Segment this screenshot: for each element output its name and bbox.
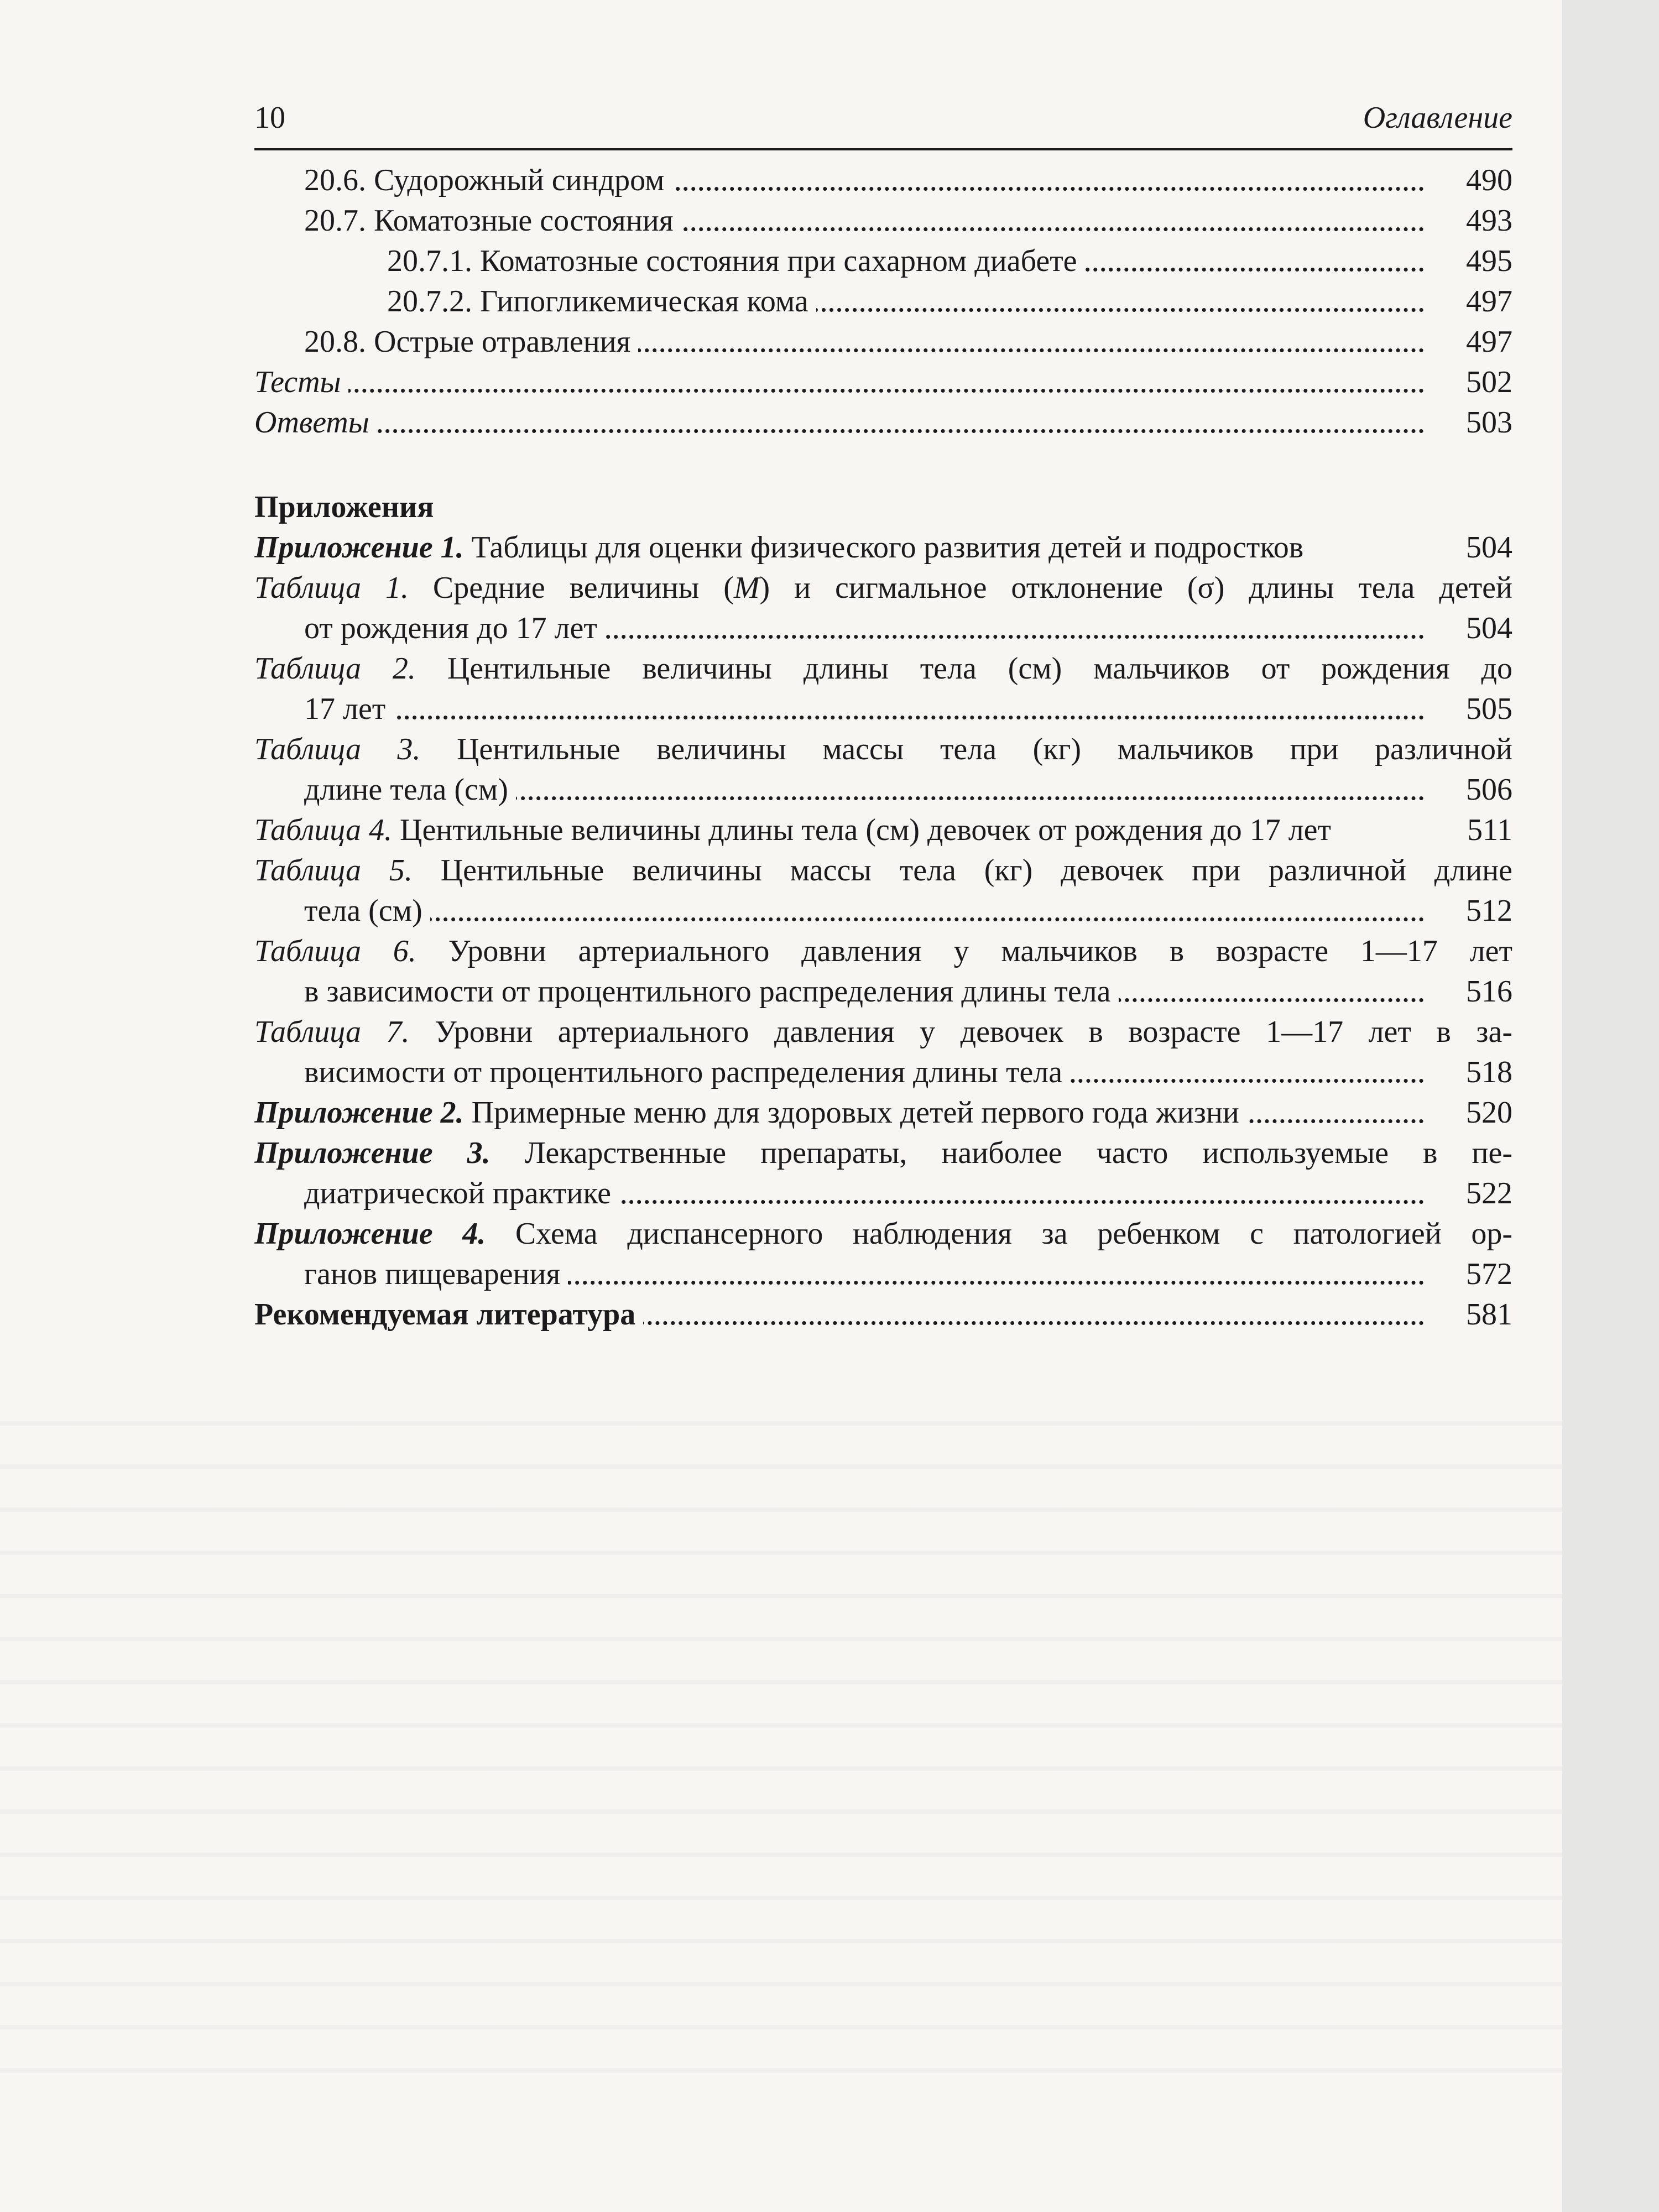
toc-entry-title: Рекомендуемая литература: [254, 1297, 643, 1332]
toc-entry-answers[interactable]: [254, 403, 1512, 443]
toc-entry-table-4[interactable]: [254, 810, 1512, 851]
table-title-part: Средние величины (: [432, 571, 734, 605]
toc-entry-page: 504: [1466, 530, 1512, 565]
dot-leader: [254, 389, 1424, 393]
appendix-label: Приложение 3.: [254, 1136, 491, 1170]
appendix-title: Схема диспансерного наблюдения за ребенком с патологией ор-: [515, 1217, 1512, 1251]
toc-entry-page: 511: [1467, 813, 1512, 847]
appendix-title-continued: ганов пищеварения: [304, 1257, 568, 1291]
appendix-label: Приложение 2.: [254, 1095, 464, 1130]
toc-entry-page: 503: [1466, 405, 1512, 440]
table-title-part: Уровни артериального давления у девочек в возрасте 1—17 лет в за-: [435, 1015, 1512, 1049]
toc-entry[interactable]: [254, 281, 1512, 322]
toc-entry[interactable]: [254, 160, 1512, 201]
table-label: Таблица 5.: [254, 853, 413, 888]
toc-entry-table-2[interactable]: [254, 649, 1512, 729]
table-label: Таблица 3.: [254, 732, 421, 766]
toc-entry-page: 497: [1466, 284, 1512, 319]
toc-entry-appendix-3[interactable]: [254, 1133, 1512, 1214]
table-title-part: Центильные величины массы тела (кг) мальчиков при различной: [456, 732, 1512, 766]
toc-entry-title: 20.8. Острые отравления: [304, 325, 638, 359]
toc-entry-appendix-1[interactable]: [254, 528, 1512, 568]
appendix-title: Примерные меню для здоровых детей первого года жизни: [471, 1095, 1239, 1130]
toc-entry-page: 497: [1466, 325, 1512, 359]
toc-entry-page: 581: [1466, 1297, 1512, 1332]
toc-entry-appendix-2[interactable]: [254, 1093, 1512, 1133]
running-head: [254, 93, 1512, 143]
toc-entry-page: 506: [1466, 773, 1512, 807]
toc-entry-page: 518: [1466, 1055, 1512, 1089]
table-title-continued: длине тела (см): [304, 773, 516, 807]
table-label: Таблица 4.: [254, 813, 392, 847]
appendix-title: Лекарственные препараты, наиболее часто используемые в пе-: [524, 1136, 1512, 1170]
table-title-continued: тела (см): [304, 894, 430, 928]
toc-entry-literature[interactable]: [254, 1295, 1512, 1335]
table-label: Таблица 1.: [254, 571, 409, 605]
toc-entry-title: Ответы: [254, 405, 377, 440]
toc-entry-page: 493: [1466, 204, 1512, 238]
toc-entry-table-6[interactable]: [254, 931, 1512, 1012]
table-label: Таблица 2.: [254, 651, 416, 686]
toc-entry-page: 516: [1466, 974, 1512, 1009]
table-title-part: Центильные величины массы тела (кг) девочек при различной длине: [440, 853, 1512, 888]
appendices-heading: Приложения: [254, 490, 434, 524]
toc-entry[interactable]: [254, 201, 1512, 241]
toc-entry-page: 520: [1466, 1095, 1512, 1130]
toc-entry-table-5[interactable]: [254, 851, 1512, 931]
table-title-continued: висимости от процентильного распределения длины тела: [304, 1055, 1070, 1089]
spacer: [254, 443, 1512, 487]
appendix-label: Приложение 4.: [254, 1217, 486, 1251]
table-of-contents: [254, 160, 1512, 1335]
toc-entry-tests[interactable]: [254, 362, 1512, 403]
table-title-continued: от рождения до 17 лет: [304, 611, 605, 645]
toc-entry-page: 572: [1466, 1257, 1512, 1291]
toc-entry-title: 20.7.1. Коматозные состояния при сахарном диабете: [387, 244, 1085, 278]
header-rule: [254, 148, 1512, 150]
toc-entry-title: 20.7. Коматозные состояния: [304, 204, 681, 238]
toc-entry-table-3[interactable]: [254, 729, 1512, 810]
appendix-title: Таблицы для оценки физического развития детей и подростков: [471, 530, 1304, 565]
toc-entry-appendix-4[interactable]: [254, 1214, 1512, 1295]
toc-entry-table-1[interactable]: [254, 568, 1512, 649]
toc-entry-page: 502: [1466, 365, 1512, 399]
section-name: Оглавление: [1363, 101, 1512, 135]
toc-entry-title: 20.7.2. Гипогликемическая кома: [387, 284, 816, 319]
dot-leader: [304, 917, 1424, 921]
table-title-symbol: M: [733, 571, 760, 605]
page-edge: [1562, 0, 1659, 2212]
toc-entry-page: 504: [1466, 611, 1512, 645]
table-label: Таблица 7.: [254, 1015, 410, 1049]
toc-entry[interactable]: [254, 322, 1512, 362]
toc-entry-page: 505: [1466, 692, 1512, 726]
bleed-through-text: [0, 1383, 1562, 2101]
dot-leader: [304, 716, 1424, 719]
toc-entry-table-7[interactable]: [254, 1012, 1512, 1093]
toc-entry-page: 512: [1466, 894, 1512, 928]
table-title-continued: 17 лет: [304, 692, 393, 726]
toc-entry[interactable]: [254, 241, 1512, 281]
toc-entry-page: 495: [1466, 244, 1512, 278]
toc-entry-title: 20.6. Судорожный синдром: [304, 163, 672, 197]
table-title-part: ) и сигмальное отклонение (σ) длины тела детей: [759, 571, 1512, 605]
appendix-label: Приложение 1.: [254, 530, 464, 565]
appendix-title-continued: диатрической практике: [304, 1176, 619, 1211]
dot-leader: [254, 429, 1424, 433]
toc-entry-title: Тесты: [254, 365, 348, 399]
table-label: Таблица 6.: [254, 934, 416, 968]
table-title-part: Центильные величины длины тела (см) мальчиков от рождения до: [447, 651, 1512, 686]
table-title-continued: в зависимости от процентильного распределения длины тела: [304, 974, 1119, 1009]
toc-entry-page: 522: [1466, 1176, 1512, 1211]
toc-entry-page: 490: [1466, 163, 1512, 197]
table-title-part: Уровни артериального давления у мальчиков в возрасте 1—17 лет: [448, 934, 1512, 968]
page-number: 10: [254, 101, 285, 135]
table-title-part: Центильные величины длины тела (см) девочек от рождения до 17 лет: [400, 813, 1331, 847]
